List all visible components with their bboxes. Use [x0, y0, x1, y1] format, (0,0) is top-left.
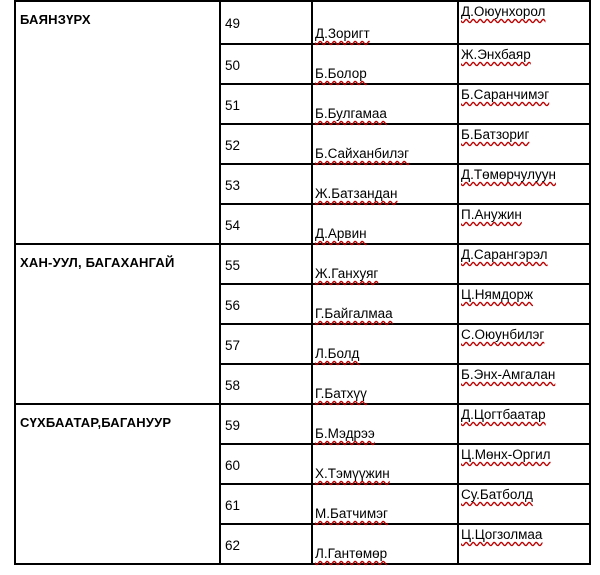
table-row — [15, 1, 590, 44]
candidate-name: Ж.Батзандан — [312, 164, 458, 204]
table-row — [15, 244, 590, 284]
candidate-name: Л.Болд — [312, 324, 458, 364]
row-number: 57 — [220, 324, 312, 364]
candidate-name: Л.Гантөмөр — [312, 524, 458, 564]
row-number: 52 — [220, 124, 312, 164]
substitute-name: Б.Саранчимэг — [458, 84, 590, 124]
row-number: 49 — [220, 1, 312, 44]
candidate-name: Б.Мэдрээ — [312, 404, 458, 444]
row-number: 62 — [220, 524, 312, 564]
substitute-name: Д.Оюунхорол — [458, 1, 590, 44]
substitute-name: Д.Цогтбаатар — [458, 404, 590, 444]
substitute-name: Ж.Энхбаяр — [458, 44, 590, 84]
candidate-name: Д.Арвин — [312, 204, 458, 244]
candidate-name: Ж.Ганхуяг — [312, 244, 458, 284]
candidate-name: Г.Байгалмаа — [312, 284, 458, 324]
district-name: БАЯНЗҮРХ — [15, 1, 220, 244]
district-name: ХАН-УУЛ, БАГАХАНГАЙ — [15, 244, 220, 404]
row-number: 55 — [220, 244, 312, 284]
candidate-table — [14, 0, 591, 565]
substitute-name: Ц.Нямдорж — [458, 284, 590, 324]
candidate-name: Х.Тэмүүжин — [312, 444, 458, 484]
candidate-name: М.Батчимэг — [312, 484, 458, 524]
substitute-name: Д.Төмөрчулуун — [458, 164, 590, 204]
substitute-name: Ц.Мөнх-Оргил — [458, 444, 590, 484]
district-name: СҮХБААТАР,БАГАНУУР — [15, 404, 220, 564]
row-number: 53 — [220, 164, 312, 204]
candidate-name: Г.Батхүү — [312, 364, 458, 404]
row-number: 54 — [220, 204, 312, 244]
candidate-name: Б.Сайханбилэг — [312, 124, 458, 164]
row-number: 61 — [220, 484, 312, 524]
substitute-name: П.Анужин — [458, 204, 590, 244]
substitute-name: Д.Сарангэрэл — [458, 244, 590, 284]
row-number: 59 — [220, 404, 312, 444]
row-number: 60 — [220, 444, 312, 484]
candidate-name: Б.Булгамаа — [312, 84, 458, 124]
substitute-name: Б.Энх-Амгалан — [458, 364, 590, 404]
substitute-name: С.Оюунбилэг — [458, 324, 590, 364]
substitute-name: Ц.Цогзолмаа — [458, 524, 590, 564]
table-row — [15, 404, 590, 444]
substitute-name: Су.Батболд — [458, 484, 590, 524]
row-number: 51 — [220, 84, 312, 124]
row-number: 58 — [220, 364, 312, 404]
row-number: 56 — [220, 284, 312, 324]
candidate-name: Д.Зоригт — [312, 1, 458, 44]
row-number: 50 — [220, 44, 312, 84]
candidate-name: Б.Болор — [312, 44, 458, 84]
substitute-name: Б.Батзориг — [458, 124, 590, 164]
